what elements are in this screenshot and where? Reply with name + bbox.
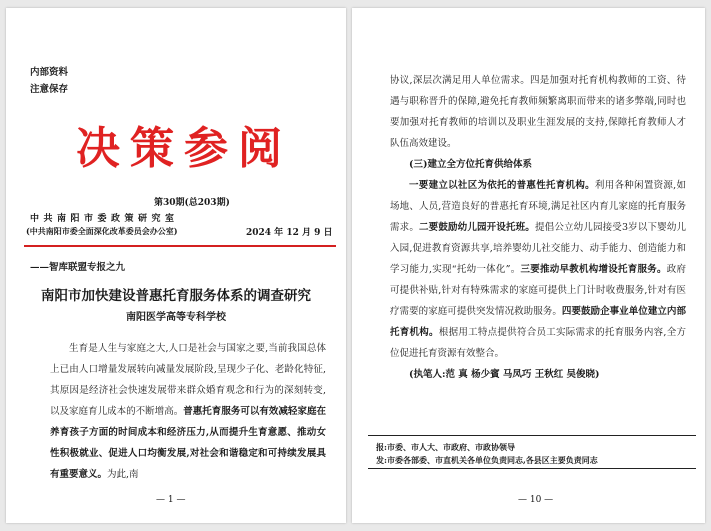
series-label: ——智库联盟专报之九 [30,262,126,273]
left-page [6,8,346,523]
body-paragraph [390,175,686,364]
point-2-text: 提倡公立幼儿园接受3岁以下婴幼儿入园,促进教育资源共享,培养婴幼儿社交能力、动手能力、创造能力和学习能力,实现“托幼一体化”。 [390,222,686,275]
page-number: — 10 — [518,495,554,505]
article-body-continued [390,70,686,385]
org-line-2: (中共南阳市委全面深化改革委员会办公室) [26,226,178,236]
point-4-text: 根据用工特点提供符合员工实际需求的托育服务内容,全方位促进托育资源有效整合。 [390,327,686,359]
page-number: — 1 — [156,495,186,505]
right-page [352,8,705,523]
internal-labels [30,64,68,98]
distribution-top-rule [368,435,696,436]
article-title: 南阳市加快建设普惠托育服务体系的调查研究 [41,288,311,304]
internal-label: 内部资料 [30,67,69,78]
article-author: 南阳医学高等专科学校 [126,312,226,323]
point-3-text: 政府可提供补贴,针对有特殊需求的家庭可提供上门计时收费服务,针对有医疗需要的家庭可提供突发情况救助服务。 [390,264,686,317]
distribution-send: 发:市委各部委、市直机关各单位负责同志,各县区主要负责同志 [376,455,598,465]
org-line-1: 中共南阳市委政策研究室 [30,214,179,224]
body-bold-text: 普惠托育服务可以有效减轻家庭在养育孩子方面的时间成本和经济压力,从而提升生育意愿、推动女性积极就业、促进人口均衡发展,对社会和谐稳定和可持续发展具有重要意义。 [50,406,326,480]
distribution-bottom-rule [368,468,696,469]
point-3-heading: 三要推动早教机构增设托育服务。 [520,264,667,275]
point-1-heading: 一要建立以社区为依托的普惠性托育机构。 [409,180,595,191]
body-text: 生育是人生与家庭之大,人口是社会与国家之要,当前我国总体上已由人口增量发展转向减量发展阶段,呈现少子化、老龄化特征,其原因是经济社会快速发展带来群众婚育观念和行为的深刻转变,以及家庭育儿成本的不断增高。 [50,343,326,417]
article-body [50,338,326,485]
body-paragraph: 协议,深层次满足用人单位需求。四是加强对托育机构教师的工资、待遇与职称晋升的保障,避免托育教师频繁离职而带来的诸多弊端,同时也要加强对托育教师的培训以及职业生涯发展的支持,保障托育教师人才队伍高效建设。 [390,75,686,149]
distribution-report: 报:市委、市人大、市政府、市政协领导 [376,442,515,452]
point-2-heading: 二要鼓励幼儿园开设托班。 [419,222,535,233]
keep-label: 注意保存 [30,84,69,95]
section-heading: (三)建立全方位托育供给体系 [409,159,532,170]
issue-date: 2024 年 12 月 9 日 [246,228,333,238]
body-tail: 为此,南 [107,469,139,480]
point-1-text: 利用各种闲置资源,如场地、人员,营造良好的普惠托育环境,满足社区内育儿家庭的托育服务需求。 [390,180,686,233]
body-paragraph [50,338,326,485]
masthead-title: 决策参阅 [76,123,292,174]
issue-number: 第30期(总203期) [154,198,230,208]
point-4-heading: 四要鼓励企事业单位建立内部托育机构。 [390,306,686,338]
red-divider [24,245,336,247]
authors-line: (执笔人:范 真 杨少賓 马凤巧 王秋红 吴俊晓) [409,369,600,380]
